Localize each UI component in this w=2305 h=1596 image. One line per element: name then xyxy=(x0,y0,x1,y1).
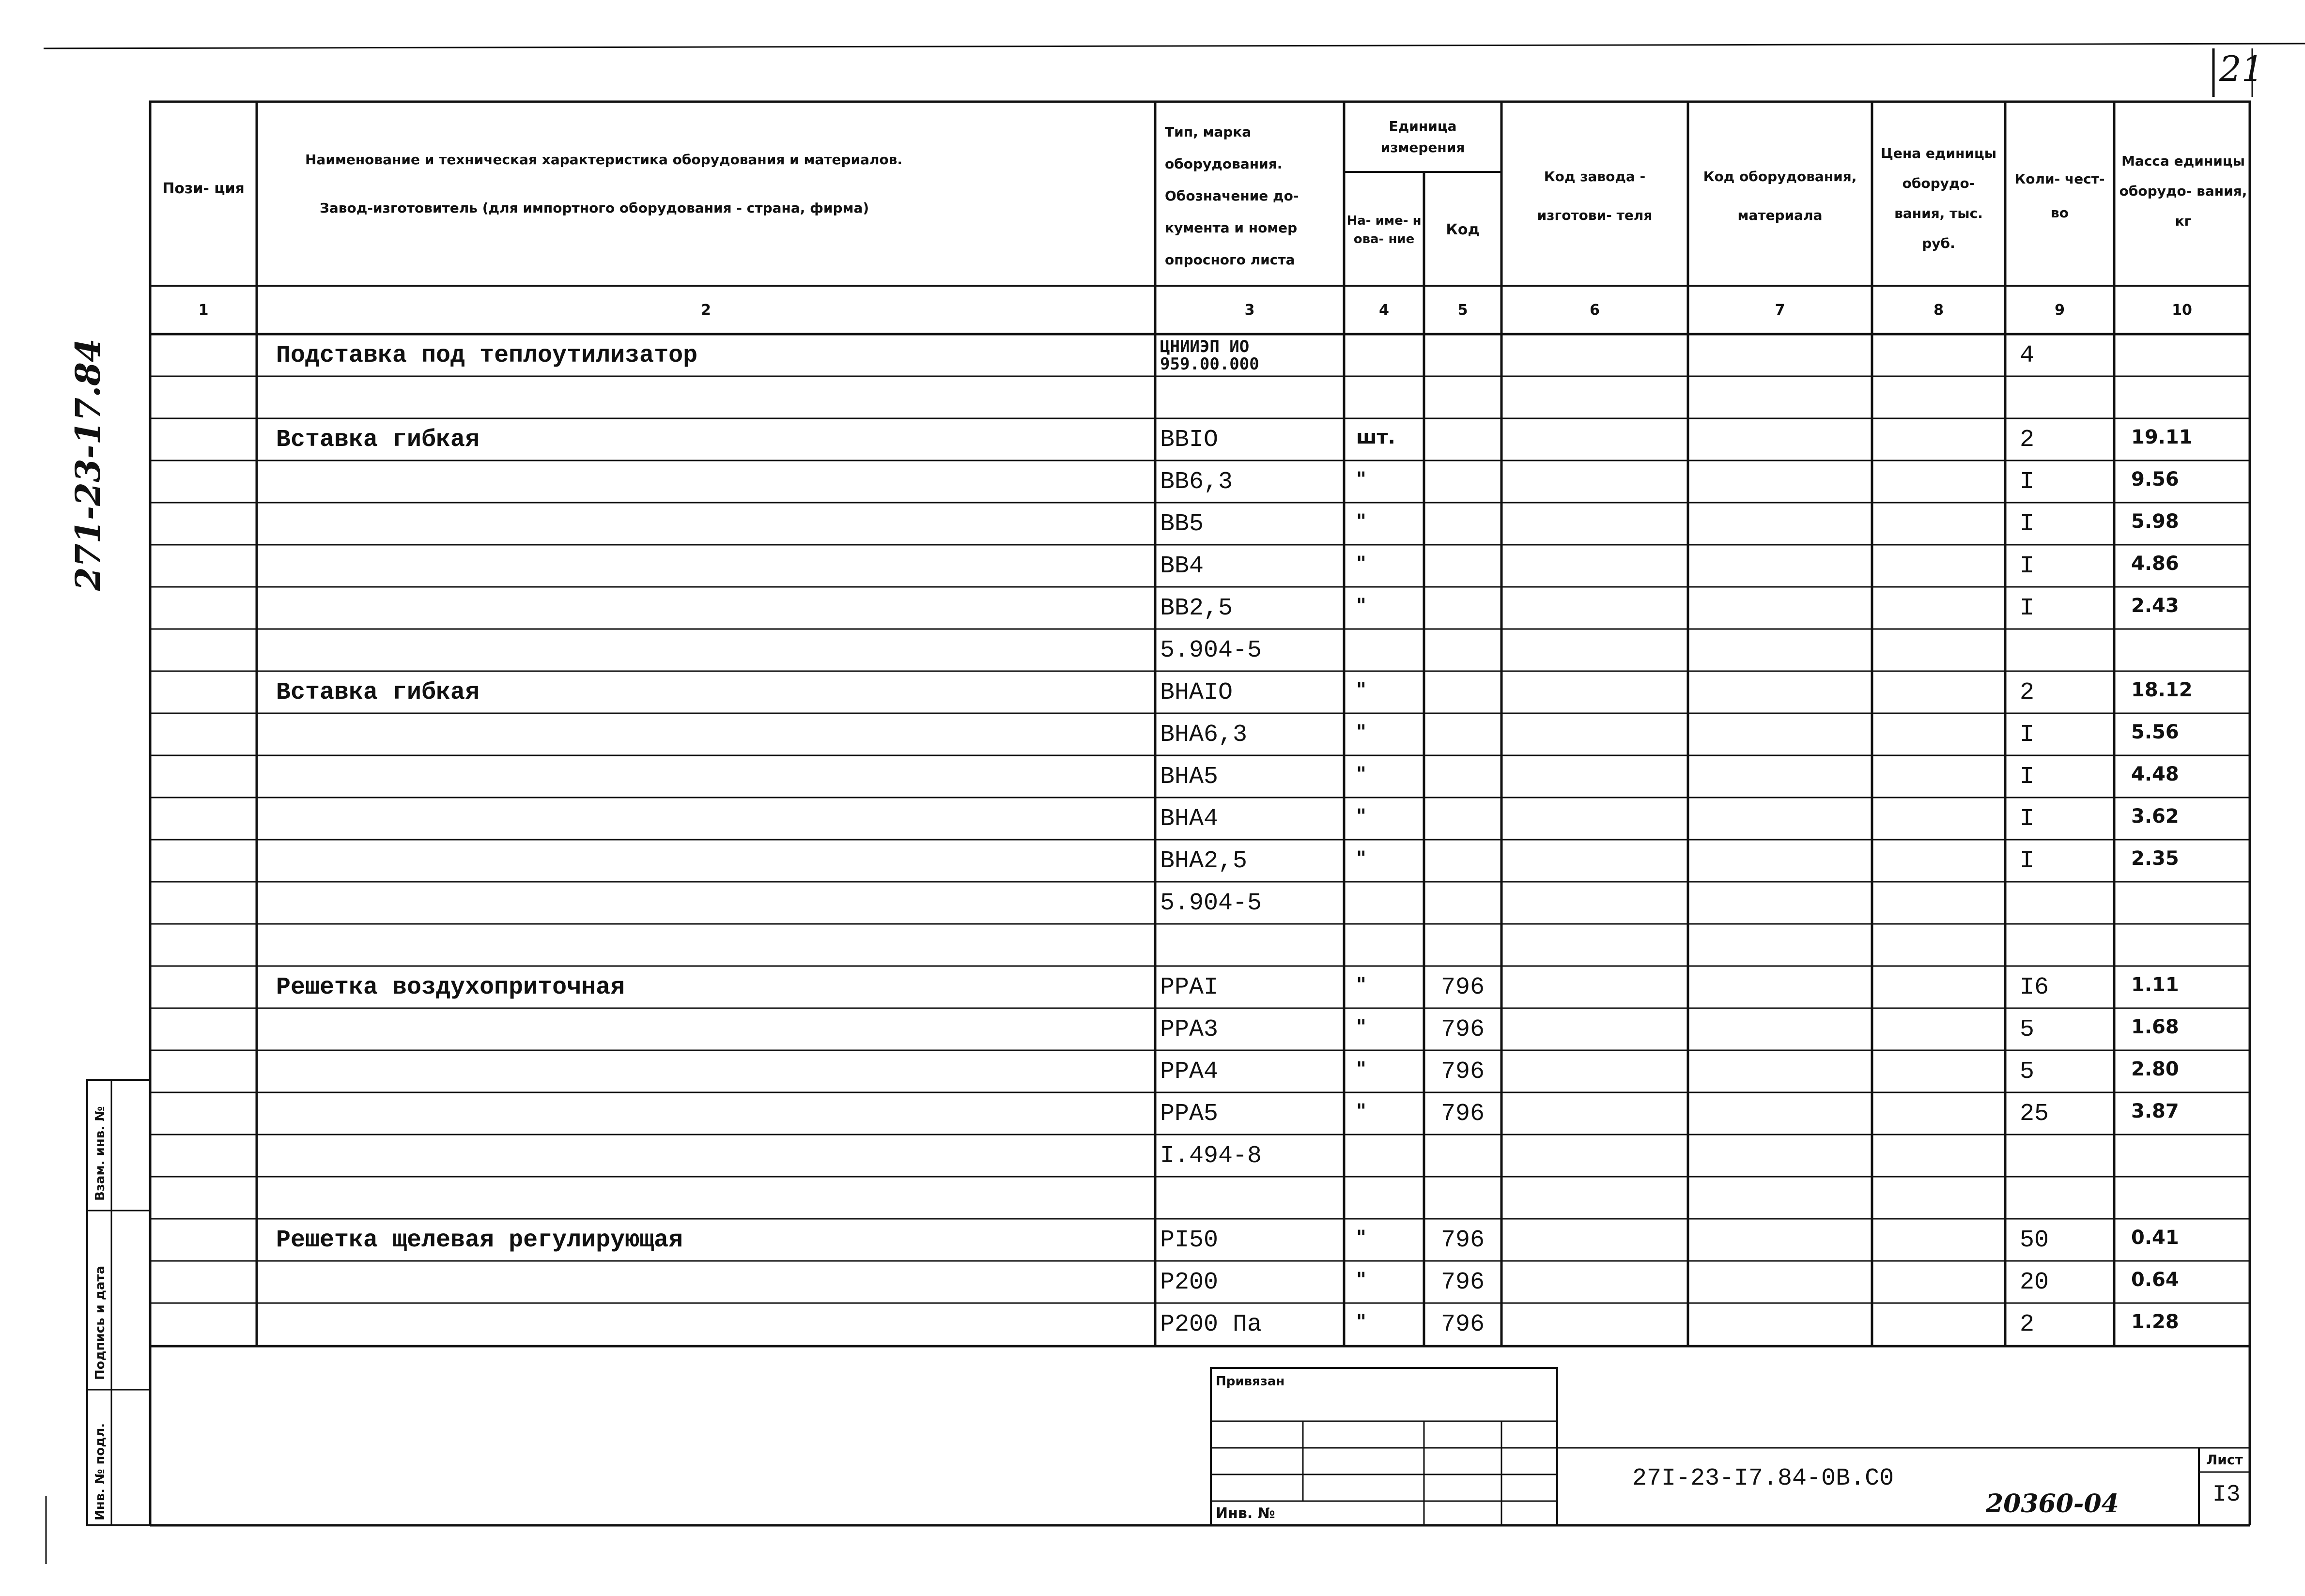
row-mass: 9.56 xyxy=(2131,468,2179,491)
row-type: РРА3 xyxy=(1160,1016,1219,1044)
row-code: 796 xyxy=(1441,1269,1485,1296)
row-qty: 25 xyxy=(2020,1100,2049,1128)
header-unit-code: Код xyxy=(1446,221,1480,238)
row-unit: " xyxy=(1356,805,1366,828)
column-number-5: 5 xyxy=(1457,301,1468,319)
side-inv-podl: Инв. № подл. xyxy=(93,1423,108,1520)
row-mass: 2.80 xyxy=(2131,1058,2179,1080)
row-type: ВНА5 xyxy=(1160,763,1219,791)
header-factory-code: Код завода - изготови- теля xyxy=(1537,169,1653,223)
row-mass: 2.35 xyxy=(2131,847,2179,870)
row-type: ВНА4 xyxy=(1160,805,1219,833)
row-mass: 1.68 xyxy=(2131,1016,2179,1038)
row-name: Вставка гибкая xyxy=(276,679,480,706)
row-unit: " xyxy=(1356,1311,1366,1333)
row-qty: I xyxy=(2020,468,2035,496)
row-name: Решетка щелевая регулирующая xyxy=(276,1227,683,1254)
row-code: 796 xyxy=(1441,1058,1485,1086)
row-type: 5.904-5 xyxy=(1160,637,1262,664)
side-podpis-data: Подпись и дата xyxy=(93,1265,108,1380)
header-price: Цена единицы оборудо- вания, тыс. руб. xyxy=(1880,145,1997,251)
row-code: 796 xyxy=(1441,1311,1485,1338)
row-unit: " xyxy=(1356,552,1366,575)
row-mass: 18.12 xyxy=(2131,679,2193,701)
column-number-3: 3 xyxy=(1244,301,1255,319)
column-number-1: 1 xyxy=(198,301,209,319)
row-unit: " xyxy=(1356,510,1366,533)
row-code: 796 xyxy=(1441,1227,1485,1254)
row-qty: 2 xyxy=(2020,426,2035,454)
header-equipment-code: Код оборудования, материала xyxy=(1703,169,1857,223)
column-number-10: 10 xyxy=(2172,301,2192,319)
header-name-line1: Наименование и техническая характеристика оборудования и материалов. xyxy=(305,152,903,168)
stamp-inv-no: Инв. № xyxy=(1216,1505,1275,1522)
header-mass: Масса единицы оборудо- вания, кг xyxy=(2119,153,2247,229)
column-number-8: 8 xyxy=(1934,301,1944,319)
row-type: I.494-8 xyxy=(1160,1142,1262,1170)
column-number-4: 4 xyxy=(1379,301,1389,319)
row-code: 796 xyxy=(1441,974,1485,1001)
row-mass: 3.87 xyxy=(2131,1100,2179,1122)
row-type: 5.904-5 xyxy=(1160,890,1262,917)
row-mass: 0.64 xyxy=(2131,1269,2179,1291)
side-vzam-inv: Взам. инв. № xyxy=(93,1106,108,1201)
row-type: ВВ4 xyxy=(1160,552,1204,580)
header-unit-group: Единица измерения xyxy=(1380,118,1465,155)
row-mass: 5.98 xyxy=(2131,510,2179,533)
row-type: РI50 xyxy=(1160,1227,1219,1254)
row-unit: " xyxy=(1356,974,1366,996)
row-unit: " xyxy=(1356,1100,1366,1122)
row-qty: 20 xyxy=(2020,1269,2049,1296)
row-unit: " xyxy=(1356,721,1366,743)
header-quantity: Коли- чест- во xyxy=(2014,171,2105,221)
row-qty: I xyxy=(2020,552,2035,580)
row-type: ВНА6,3 xyxy=(1160,721,1248,749)
row-qty: I xyxy=(2020,510,2035,538)
sheet-number: I3 xyxy=(2212,1482,2241,1508)
row-unit: " xyxy=(1356,1058,1366,1080)
row-type: ВНАIО xyxy=(1160,679,1233,706)
document-code: 27I-23-I7.84-0В.С0 xyxy=(1632,1465,1894,1492)
column-number-2: 2 xyxy=(701,301,711,319)
corner-sheet-number: 21 xyxy=(2219,48,2264,89)
row-qty: 4 xyxy=(2020,342,2035,369)
row-name: Подставка под теплоутилизатор xyxy=(276,342,698,369)
column-number-7: 7 xyxy=(1775,301,1785,319)
row-unit: " xyxy=(1356,763,1366,785)
row-unit: " xyxy=(1356,1016,1366,1038)
header-name-line2: Завод-изготовитель (для импортного оборудования - страна, фирма) xyxy=(320,200,869,216)
row-unit: " xyxy=(1356,847,1366,870)
row-qty: 2 xyxy=(2020,1311,2035,1338)
row-unit: " xyxy=(1356,595,1366,617)
row-unit: " xyxy=(1356,1227,1366,1249)
row-qty: I xyxy=(2020,805,2035,833)
row-type: ЦНИИЭП ИО 959.00.000 xyxy=(1160,337,1259,374)
row-qty: I6 xyxy=(2020,974,2049,1001)
row-type: ВВIО xyxy=(1160,426,1219,454)
row-mass: 4.48 xyxy=(2131,763,2179,785)
row-type: РРА4 xyxy=(1160,1058,1219,1086)
row-mass: 5.56 xyxy=(2131,721,2179,743)
row-name: Решетка воздухоприточная xyxy=(276,974,625,1001)
row-code: 796 xyxy=(1441,1016,1485,1044)
row-name: Вставка гибкая xyxy=(276,426,480,454)
row-type: Р200 Па xyxy=(1160,1311,1262,1338)
row-code: 796 xyxy=(1441,1100,1485,1128)
row-mass: 4.86 xyxy=(2131,552,2179,575)
side-code: 271-23-17.84 xyxy=(68,338,108,591)
row-qty: 2 xyxy=(2020,679,2035,706)
row-qty: I xyxy=(2020,763,2035,791)
row-type: ВВ6,3 xyxy=(1160,468,1233,496)
row-type: РРА5 xyxy=(1160,1100,1219,1128)
row-qty: 5 xyxy=(2020,1058,2035,1086)
row-mass: 19.11 xyxy=(2131,426,2193,448)
row-qty: I xyxy=(2020,847,2035,875)
archive-number: 20360-04 xyxy=(1986,1489,2119,1519)
row-type: ВНА2,5 xyxy=(1160,847,1248,875)
row-unit: шт. xyxy=(1356,426,1395,448)
row-type: РРАI xyxy=(1160,974,1219,1001)
row-type: ВВ5 xyxy=(1160,510,1204,538)
row-qty: 50 xyxy=(2020,1227,2049,1254)
row-qty: 5 xyxy=(2020,1016,2035,1044)
row-type: Р200 xyxy=(1160,1269,1219,1296)
column-number-6: 6 xyxy=(1590,301,1600,319)
row-type: ВВ2,5 xyxy=(1160,595,1233,622)
row-qty: I xyxy=(2020,721,2035,749)
row-unit: " xyxy=(1356,468,1366,491)
row-unit: " xyxy=(1356,1269,1366,1291)
row-mass: 1.28 xyxy=(2131,1311,2179,1333)
header-type: Тип, марка оборудования. Обозначение до- кумента и номер опросного листа xyxy=(1165,124,1299,268)
row-mass: 1.11 xyxy=(2131,974,2179,996)
row-qty: I xyxy=(2020,595,2035,622)
row-mass: 0.41 xyxy=(2131,1227,2179,1249)
sheet-label: Лист xyxy=(2206,1452,2243,1468)
header-unit-name: На- име- нова- ние xyxy=(1346,214,1422,246)
header-position: Пози- ция xyxy=(162,180,245,197)
stamp-privyazan: Привязан xyxy=(1216,1374,1285,1389)
row-mass: 2.43 xyxy=(2131,595,2179,617)
row-unit: " xyxy=(1356,679,1366,701)
column-number-9: 9 xyxy=(2055,301,2065,319)
row-mass: 3.62 xyxy=(2131,805,2179,828)
